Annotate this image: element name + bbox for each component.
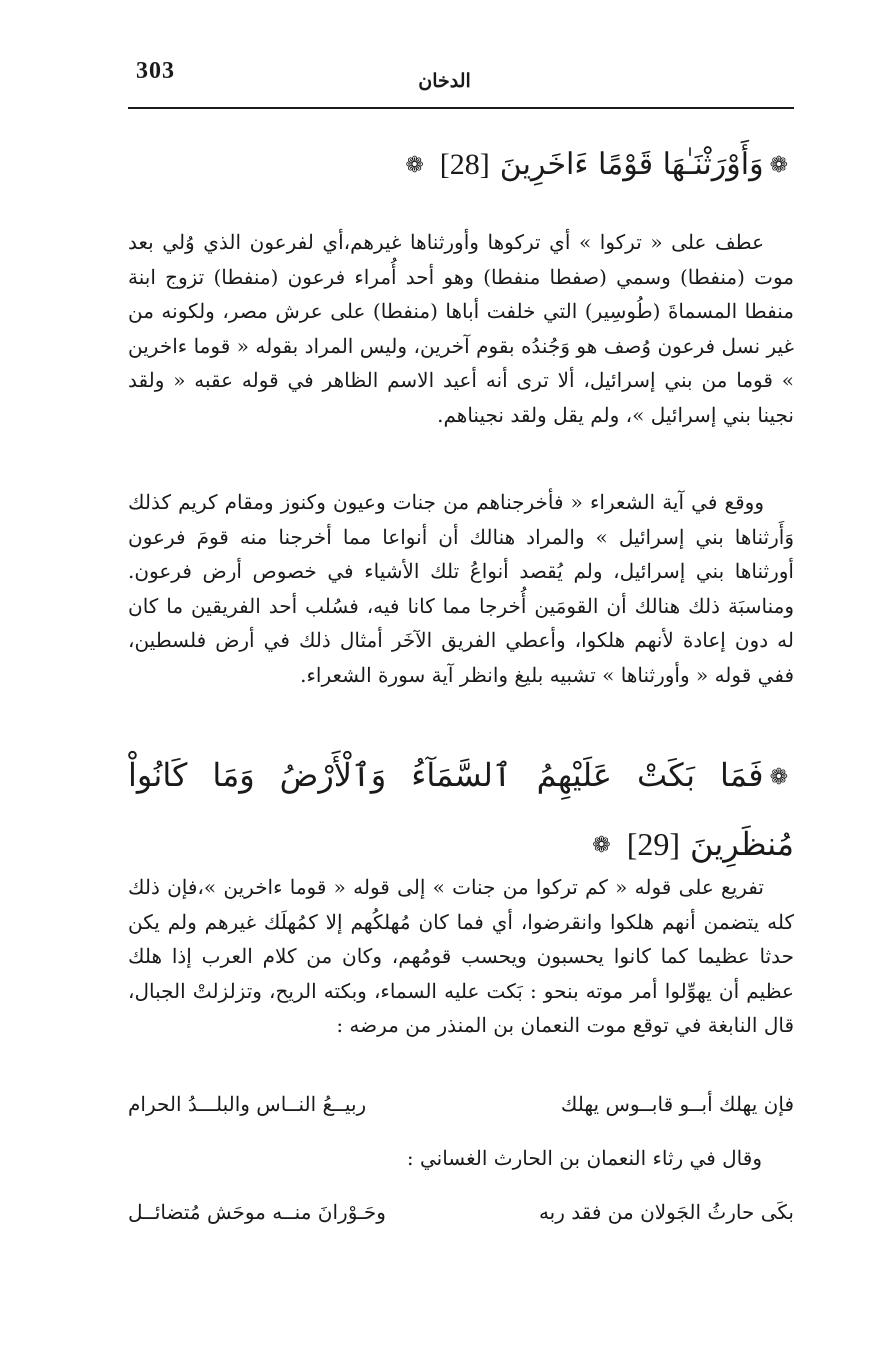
verse-open-ornament-icon: ❁ (769, 153, 788, 178)
running-title: الدخان (418, 70, 471, 92)
commentary-paragraph: ووقع في آية الشعراء « فأخرجناهم من جنات وعيون وكنوز ومقام كريم كذلك وَأَرثناها بني إسرائيل » والمراد هنالك أن أنواعا مما أخرجنا منه قومَ فرعون أورثناها بني إسرائيل، ولم يُقصد أنواعُ تلك الأشياء في خصوص أرض فرعون. ومناسبَة ذلك هنالك أن القومَين أُخرجا مما كانا فيه، فسُلب أحد الفريقين ما كان له دون إعادة لأنهم هلكوا، وأعطي الفريق الآخَر أمثال ذلك في أرض فلسطين، ففي قوله « وأورثناها » تشبيه بليغ وانظر آية سورة الشعراء. (128, 490, 794, 687)
poem-intro: وقال في رثاء النعمان بن الحارث الغساني : (406, 1146, 762, 1170)
verse-text: فَمَا بَكَتْ عَلَيْهِمُ ٱلسَّمَآءُ وَٱلْأَرْضُ وَمَا كَانُواْ (128, 756, 764, 794)
header-rule (128, 107, 794, 109)
poem-hemistich-first: بكَى حارثُ الجَولان من فقد ربه (538, 1200, 794, 1224)
verse-close-ornament-icon: ❁ (592, 833, 611, 858)
verse-text: وَأَوْرَثْنَـٰهَا قَوْمًا ءَاخَرِينَ (499, 147, 764, 182)
verse-text: مُنظَرِينَ (690, 824, 794, 863)
poem-verse (128, 1200, 794, 1234)
commentary-paragraph: تفريع على قوله « كم تركوا من جنات » إلى قوله « قوما ءاخرين »،فإن ذلك كله يتضمن أنهم هلكوا وانقرضوا، أي فما كان مُهلكُهم إلا كمُهلَك غيرهم ولم يكن حدثا عظيما كما كانوا يحسبون ويحسب قومُهم، وكان من كلام العرب إذا هلك عظيم أن يهوِّلوا أمر موته بنحو : بَكت عليه السماء، وبكته الريح، وتزلزلتْ الجبال، قال النابغة في توقع موت النعمان بن المنذر من مرضه : (128, 875, 794, 1037)
commentary-paragraph: عطف على « تركوا » أي تركوها وأورثناها غيرهم،أي لفرعون الذي وُلي بعد موت (منفطا) وسمي (صفطا منفطا) وهو أحد أُمراء فرعون (منفطا) تزوج ابنة منفطا المسماةَ (طُوسِير) التي خلفت أباها (منفطا) على عرش مصر، ولكونه من غير نسل فرعون وُصف هو وَجُندُه بقوم آخرين، وليس المراد بقوله « قوما ءاخرين » قوما من بني إسرائيل، ألا ترى أنه أعيد الاسم الظاهر في قوله عقبه « ولقد نجينا بني إسرائيل »، ولم يقل ولقد نجيناهم. (128, 230, 794, 427)
poem-verse (128, 1092, 794, 1126)
page-number: 303 (136, 58, 175, 84)
poem-hemistich-second: وحَـوْرانَ منــه موحَش مُتضائــل (128, 1200, 386, 1224)
verse-line (128, 742, 794, 811)
quran-verse-28 (128, 132, 794, 199)
quran-verse-29 (128, 742, 794, 879)
poem-hemistich-first: فإن يهلك أبــو قابــوس يهلك (560, 1092, 794, 1116)
verse-number: [28] (439, 148, 490, 181)
verse-open-ornament-icon: ❁ (769, 764, 788, 790)
verse-close-ornament-icon: ❁ (405, 153, 424, 178)
verse-number: [29] (626, 825, 681, 862)
verse-line (128, 811, 794, 880)
poem-hemistich-second: ربيــعُ النــاس والبلـــدُ الحرام (128, 1092, 367, 1116)
